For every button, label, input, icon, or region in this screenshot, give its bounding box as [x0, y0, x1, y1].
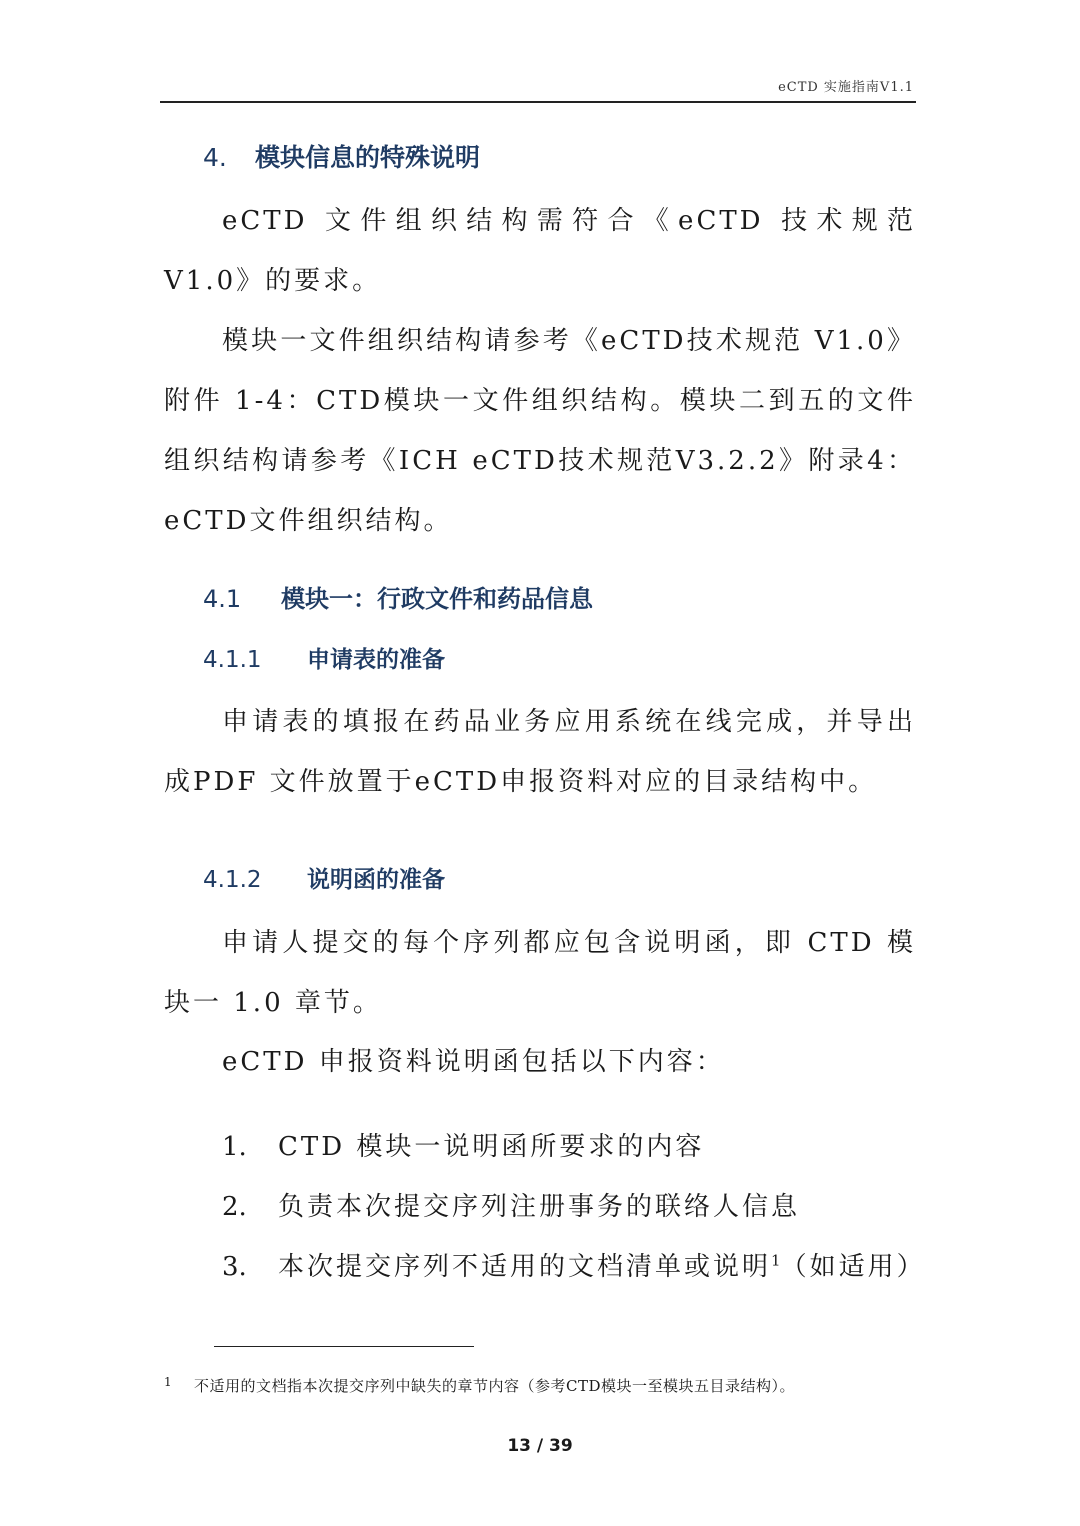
- header-rule: [160, 101, 916, 103]
- list-item-text: 负责本次提交序列注册事务的联络人信息: [278, 1192, 801, 1222]
- list-item-text: 本次提交序列不适用的文档清单或说明: [278, 1252, 772, 1282]
- section-4-heading: [203, 138, 480, 174]
- list-item-number: 1.: [222, 1132, 247, 1162]
- section-4-paragraph-2: 模块一文件组织结构请参考《eCTD技术规范 V1.0》附件 1-4：CTD模块一文件组织结构。模块二到五的文件组织结构请参考《ICH eCTD技术规范V3.2.2》附录4：eCTD文件组织结构。: [164, 326, 916, 536]
- section-4-1-1-paragraph: 申请表的填报在药品业务应用系统在线完成，并导出成PDF 文件放置于eCTD申报资料对应的目录结构中。: [164, 707, 916, 797]
- footnote-reference[interactable]: 1: [771, 1251, 781, 1270]
- footnote: [164, 1375, 795, 1396]
- section-4-1-1-number: 4.1.1: [203, 647, 262, 673]
- section-4-number: 4.: [203, 143, 227, 172]
- list-item-number: 3.: [222, 1252, 247, 1282]
- section-4-1-title: 模块一：行政文件和药品信息: [281, 585, 593, 613]
- footnote-text: 不适用的文档指本次提交序列中缺失的章节内容（参考CTD模块一至模块五目录结构）。: [194, 1377, 796, 1395]
- section-4-1-2-paragraph-2: eCTD 申报资料说明函包括以下内容：: [222, 1047, 725, 1077]
- running-header: eCTD 实施指南V1.1: [778, 80, 914, 95]
- section-4-1-heading: [203, 579, 593, 614]
- section-4-paragraph-1: eCTD 文件组织结构需符合《eCTD 技术规范 V1.0》的要求。: [164, 206, 916, 296]
- list-item: [222, 1246, 926, 1283]
- list-item-text: CTD 模块一说明函所要求的内容: [278, 1132, 705, 1162]
- footnote-rule: [214, 1346, 474, 1347]
- section-4-1-number: 4.1: [203, 585, 242, 613]
- section-4-1-2-title: 说明函的准备: [307, 867, 445, 893]
- section-4-title: 模块信息的特殊说明: [255, 143, 481, 172]
- list-item: [222, 1186, 800, 1223]
- list-item: [222, 1126, 704, 1163]
- footnote-mark: 1: [164, 1375, 173, 1389]
- list-item-suffix: （如适用）: [780, 1252, 926, 1282]
- list-item-number: 2.: [222, 1192, 247, 1222]
- section-4-1-2-paragraph-1: 申请人提交的每个序列都应包含说明函，即 CTD 模块一 1.0 章节。: [164, 928, 916, 1018]
- section-4-1-2-number: 4.1.2: [203, 867, 262, 893]
- section-4-1-2-heading: [203, 861, 445, 894]
- section-4-1-1-title: 申请表的准备: [307, 647, 445, 673]
- section-4-1-1-heading: [203, 641, 445, 674]
- page-number: 13 / 39: [507, 1436, 573, 1456]
